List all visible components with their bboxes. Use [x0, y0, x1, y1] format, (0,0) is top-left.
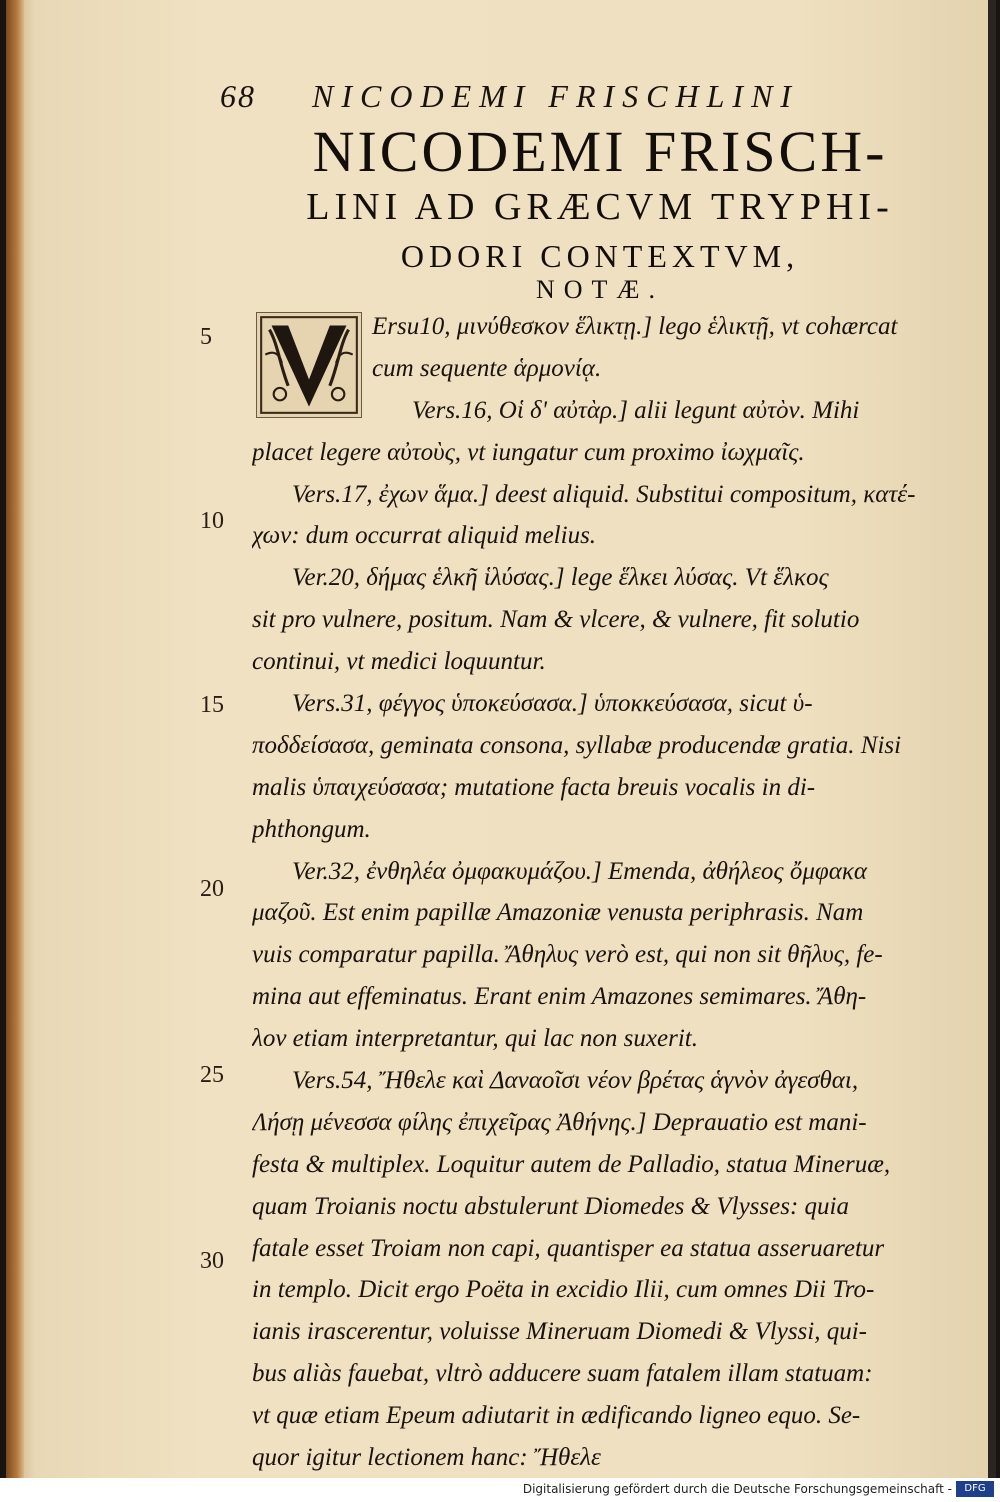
dfg-logo-icon: DFG: [956, 1481, 994, 1497]
text-line: bus aliàs fauebat, vltrò adducere suam fatalem illam statuam:: [252, 1360, 873, 1388]
text-line: sit pro vulnere, positum. Nam & vlcere, & vulnere, fit solutio: [252, 606, 860, 634]
text-line: vt quæ etiam Epeum adiutarit in ædificando ligneo equo. Se-: [252, 1402, 861, 1430]
text-line: continui, vt medici loquuntur.: [252, 648, 546, 676]
text-line: quor igitur lectionem hanc: Ἤθελε: [252, 1444, 601, 1472]
text-line: Ver.20, δήμας ἑλκῆ ἱλύσας.] lege ἕλκει λύσας. Vt ἕλκος: [292, 564, 829, 592]
page-edge: [988, 0, 996, 1478]
text-line: phthongum.: [252, 815, 371, 843]
text-line: Vers.16, Οἱ δ' αὐτὰρ.] alii legunt αὐτὸν. Mihi: [412, 396, 860, 424]
text-line: Vers.54, Ἤθελε καὶ Δαναοῖσι νέον βρέτας ἁγνὸν ἀγεσθαι,: [292, 1067, 859, 1095]
line-number: 15: [200, 692, 224, 718]
text-line: ianis irascerentur, voluisse Mineruam Diomedi & Vlyssi, qui-: [252, 1318, 867, 1346]
text-line: Vers.31, φέγγος ὑποκεύσασα.] ὑποκκεύσασα, sicut ὑ-: [292, 690, 813, 718]
funding-credit: Digitalisierung gefördert durch die Deutsche Forschungsgemeinschaft -: [522, 1482, 952, 1496]
text-line: mina aut effeminatus. Erant enim Amazones semimares. Ἄθη-: [252, 983, 867, 1011]
running-title: NICODEMI FRISCHLINI: [312, 78, 800, 114]
line-number: 20: [200, 876, 224, 902]
running-header: [220, 78, 920, 115]
text-line: χων: dum occurrat aliquid melius.: [252, 522, 597, 550]
text-line: in templo. Dicit ergo Poëta in excidio Ilii, cum omnes Dii Tro-: [252, 1276, 875, 1304]
text-line: fatale esset Troiam non capi, quantisper ea statua asseruaretur: [252, 1234, 885, 1262]
text-line: Ver.32, ἐνθηλέα ὀμφακυμάζου.] Emenda, ἀθήλεος ὄμφακα: [292, 857, 867, 885]
line-number: 10: [200, 508, 224, 534]
digitization-footer: [0, 1478, 1000, 1502]
text-line: Ersu10, μινύθεσκον ἕλικτῃ.] lego ἑλικτῇ, vt cohærcat: [372, 313, 898, 340]
text-line: placet legere αὐτοὺς, vt iungatur cum proximo ἰωχμαῖς.: [252, 438, 805, 466]
title-line-4: NOTÆ.: [535, 275, 665, 304]
page-number: 68: [220, 78, 256, 114]
notes-body: [252, 306, 982, 1479]
text-line: vuis comparatur papilla. Ἄθηλυς verò est, qui non sit θῆλυς, fe-: [252, 941, 883, 969]
line-number: 5: [200, 324, 212, 350]
title-line-2: LINI AD GRÆCVM TRYPHI-: [306, 186, 894, 228]
text-line: malis ὑπαιχεύσασα; mutatione facta breuis vocalis in di-: [252, 773, 816, 801]
line-number: 25: [200, 1062, 224, 1088]
text-line: cum sequente ἁρμονίᾳ.: [372, 354, 602, 382]
title-line-3: ODORI CONTEXTVM,: [400, 238, 800, 274]
book-spine: [6, 0, 24, 1478]
text-line: quam Troianis noctu abstulerunt Diomedes & Vlysses: quia: [252, 1192, 849, 1220]
text-line: ποδδείσασα, geminata consona, syllabæ producendæ gratia. Nisi: [252, 731, 902, 759]
text-line: Vers.17, ἐχων ἅμα.] deest aliquid. Substitui compositum, κατέ-: [292, 480, 916, 508]
text-line: Λήσῃ μένεσσα φίλης ἐπιχεῖρας Ἀθήνης.] Deprauatio est mani-: [252, 1108, 867, 1136]
title-line-1: NICODEMI FRISCH-: [312, 119, 888, 184]
line-number: 30: [200, 1248, 224, 1274]
text-line: μαζοῦ. Est enim papillæ Amazoniæ venusta periphrasis. Nam: [252, 899, 864, 927]
text-line: festa & multiplex. Loquitur autem de Palladio, statua Mineruæ,: [252, 1150, 891, 1178]
text-line: λον etiam interpretantur, qui lac non suxerit.: [252, 1025, 698, 1053]
